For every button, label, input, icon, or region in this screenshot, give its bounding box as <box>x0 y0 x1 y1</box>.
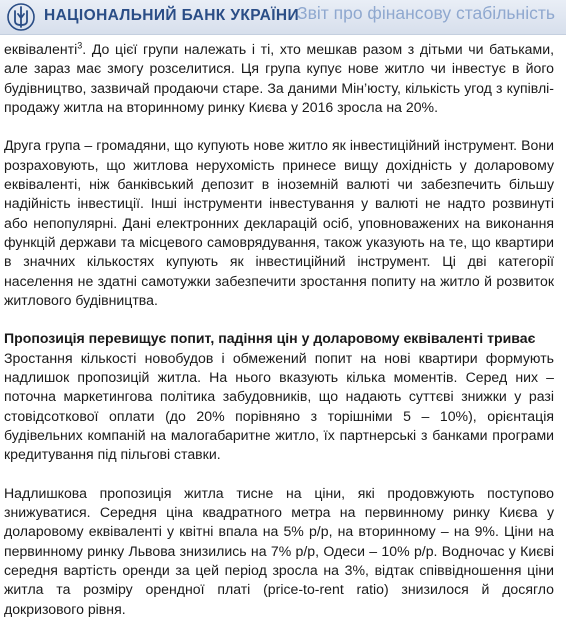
paragraph-text: . До цієї групи належать і ті, хто мешкав разом з дітьми чи батьками, але зараз має змогу розселитися. Ця група купує нове житло чи інвестує в його будівництво, зазвичай продаючи старе. За даними Мін’юсту, кількість угод з купівлі-продажу житла на вторинному ринку Києва у 2016 зросла на 20%. <box>4 41 554 115</box>
bank-emblem-icon <box>6 2 36 32</box>
bank-name: НАЦІОНАЛЬНИЙ БАНК УКРАЇНИ <box>44 7 300 24</box>
report-header <box>0 0 566 35</box>
section-heading: Пропозиція перевищує попит, падіння цін у доларовому еквіваленті триває <box>4 330 536 347</box>
report-title: Звіт про фінансову стабільність <box>297 3 555 23</box>
document-body <box>4 40 554 619</box>
paragraph-text: еквіваленті <box>4 41 78 57</box>
paragraph-price-decline: Надлишкова пропозиція житла тисне на ціни, які продовжують поступово знижуватися. Середня ціна квадратного метра на первинному ринку Києва у доларовому еквіваленті у квітні впала на 5% р/р, на вторинному – на 9%. Ціни на первинному ринку Львова знизились на 7% р/р, Одеси – 10% р/р. Водночас у Києві середня вартість оренди за цей період зросла на 3%, відтак співвідношення ціни житла та розміру орендної платі (price-to-rent ratio) знизилося й досягло докризового рівня. <box>4 484 554 617</box>
footnote-reference: 3 <box>77 40 83 51</box>
paragraph-supply-surplus: Зростання кількості новобудов і обмежений попит на нові квартири формують надлишок пропозицій житла. На нього вказують кілька моментів. Серед них – поточна маркетингова політика забудовників, що надають суттєві знижки у разі стовідсоткової оплати (до 20% порівняно з торішніми 5 – 10%), орієнтація будівельних компаній на малогабаритне житло, їх партнерські з банками програми кредитування під пільгові ставки. <box>4 349 554 463</box>
paragraph-second-group: Друга група – громадяни, що купують нове житло як інвестиційний інструмент. Вони розраховують, що житлова нерухомість принесе вищу дохідність у доларовому еквіваленті, ніж банківський депозит в іноземній валюті чи забезпечить більшу надійність інвестиції. Інші інструменти інвестування у валюті не надто розвинуті або непопулярні. Дані електронних декларацій осіб, уповноважених на виконання функцій держави та місцевого самоврядування, також указують на те, що квартири в значних кількостях купують як інвестиційний інструмент. Ці дві категорії населення не здатні самотужки забезпечити зростання попиту на житло й розвиток житлового будівництва. <box>4 137 554 308</box>
paragraph-first-group <box>4 40 554 117</box>
